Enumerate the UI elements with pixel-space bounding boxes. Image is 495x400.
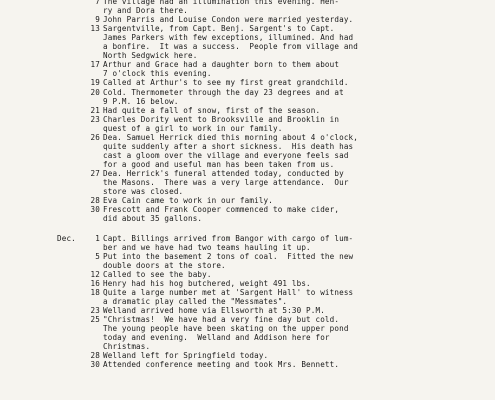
entry-text: Cold. Thermometer through the day 23 degrees and at: [103, 87, 344, 97]
entry-text: Henry had his hog butchered, weight 491 lbs.: [103, 278, 311, 288]
diary-line: [0, 33, 495, 42]
entry-text-continued: store was closed.: [103, 187, 184, 197]
entry-text-continued: 9 P.M. 16 below.: [103, 96, 179, 106]
diary-line: [0, 205, 495, 214]
entry-text: Welland left for Springfield today.: [103, 351, 269, 361]
diary-line: [0, 342, 495, 351]
diary-line: [0, 78, 495, 87]
diary-line: [0, 151, 495, 160]
diary-line: [0, 42, 495, 51]
entry-text: Dea. Herrick's funeral attended today, conducted by: [103, 169, 344, 178]
diary-line: [0, 6, 495, 15]
diary-line: [0, 115, 495, 124]
entry-text-continued: North Sedgwick here.: [103, 51, 198, 61]
entry-day: 30: [90, 360, 100, 370]
entry-day: 1: [95, 233, 100, 243]
entry-day: 23: [90, 114, 100, 124]
entry-text: Called at Arthur's to see my first great grandchild.: [103, 78, 349, 88]
entry-day: 20: [90, 87, 100, 97]
entry-text-continued: the Masons. There was a very large attendance. Our: [103, 178, 349, 187]
entry-text: Sargentville, from Capt. Benj. Sargent's to Capt.: [103, 24, 335, 34]
entry-text-continued: did about 35 gallons.: [103, 214, 203, 224]
entry-text: John Parris and Louise Condon were married yesterday.: [103, 15, 354, 25]
entry-day: 28: [90, 351, 100, 361]
entry-text: Arthur and Grace had a daughter born to them about: [103, 60, 340, 70]
entry-text: Quite a large number met at 'Sargent Hall' to witness: [103, 288, 354, 297]
entry-text-continued: for a good and useful man has been taken from us.: [103, 159, 335, 169]
entry-day: 9: [95, 15, 100, 25]
entry-text-continued: today and evening. Welland and Addison here for: [103, 333, 330, 343]
diary-line: [0, 297, 495, 306]
entry-day: 18: [90, 288, 100, 297]
entry-text-continued: quite suddenly after a short sickness. His death has: [103, 141, 354, 151]
entry-day: 16: [90, 278, 100, 288]
month-label: Dec.: [57, 233, 76, 243]
entry-text-continued: James Parkers with few exceptions, illumined. And had: [103, 33, 354, 43]
diary-line: [0, 178, 495, 187]
diary-line: [0, 169, 495, 178]
diary-line: [0, 51, 495, 60]
diary-line: [0, 315, 495, 324]
diary-line: [0, 24, 495, 33]
diary-line: [0, 360, 495, 369]
entry-text: Called to see the baby.: [103, 269, 212, 279]
entry-day: 25: [90, 315, 100, 325]
entry-text-continued: cast a gloom over the village and everyone feels sad: [103, 150, 349, 160]
diary-line: [0, 214, 495, 223]
entry-day: 19: [90, 78, 100, 88]
diary-line: [0, 261, 495, 270]
entry-day: 23: [90, 306, 100, 316]
entry-day: 17: [90, 60, 100, 70]
diary-line: [0, 133, 495, 142]
diary-line: [0, 15, 495, 24]
entry-text-continued: a dramatic play called the "Messmates".: [103, 297, 288, 306]
entry-text-continued: a bonfire. It was a success. People from village and: [103, 42, 358, 52]
entry-text: Eva Cain came to work in our family.: [103, 196, 273, 206]
entry-text: Frescott and Frank Cooper commenced to make cider,: [103, 205, 340, 215]
diary-line: [0, 306, 495, 315]
entry-day: 5: [95, 251, 100, 261]
entry-text-continued: The young people have been skating on the upper pond: [103, 324, 349, 334]
entry-text-continued: quest of a girl to work in our family.: [103, 123, 283, 133]
entry-day: 30: [90, 205, 100, 215]
entry-text: "Christmas! We have had a very fine day but cold.: [103, 315, 340, 325]
diary-line: [0, 288, 495, 297]
entry-text-continued: Christmas.: [103, 342, 151, 352]
diary-line: [0, 124, 495, 133]
diary-line: [0, 196, 495, 205]
diary-line: [0, 160, 495, 169]
entry-day: 12: [90, 269, 100, 279]
diary-line: [0, 187, 495, 196]
diary-line: [0, 88, 495, 97]
entry-text-continued: ber and we have had two teams hauling it up.: [103, 242, 311, 252]
entry-text: Welland arrived home via Ellsworth at 5:30 P.M.: [103, 306, 325, 316]
entry-text: The village had an illumination this evening. Hen-: [103, 0, 340, 6]
diary-line: [0, 243, 495, 252]
entry-text: Charles Dority went to Brooksville and Brooklin in: [103, 114, 340, 124]
entry-day: 21: [90, 105, 100, 115]
entry-text-continued: 7 o'clock this evening.: [103, 69, 212, 79]
entry-text-continued: double doors at the store.: [103, 260, 226, 270]
diary-line: [0, 252, 495, 261]
entry-text-continued: ry and Dora there.: [103, 6, 188, 16]
diary-line: [0, 279, 495, 288]
diary-line: [0, 69, 495, 78]
entry-day: 28: [90, 196, 100, 206]
entry-text: Had quite a fall of snow, first of the season.: [103, 105, 321, 115]
diary-line: [0, 97, 495, 106]
entry-day: 26: [90, 132, 100, 142]
diary-line: [0, 60, 495, 69]
diary-line: [0, 142, 495, 151]
diary-line: [0, 324, 495, 333]
entry-text: Dea. Samuel Herrick died this morning about 4 o'clock,: [103, 132, 358, 142]
entry-text: Attended conference meeting and took Mrs. Bennett.: [103, 360, 340, 370]
entry-text: Capt. Billings arrived from Bangor with cargo of lum-: [103, 233, 354, 243]
entry-day: 13: [90, 24, 100, 34]
entry-day: 27: [90, 169, 100, 178]
diary-line: [0, 351, 495, 360]
entry-text: Put into the basement 2 tons of coal. Fitted the new: [103, 251, 354, 261]
diary-line: [0, 234, 495, 243]
diary-line: [0, 106, 495, 115]
diary-line: [0, 333, 495, 342]
diary-line: [0, 270, 495, 279]
entry-day: 7: [95, 0, 100, 6]
